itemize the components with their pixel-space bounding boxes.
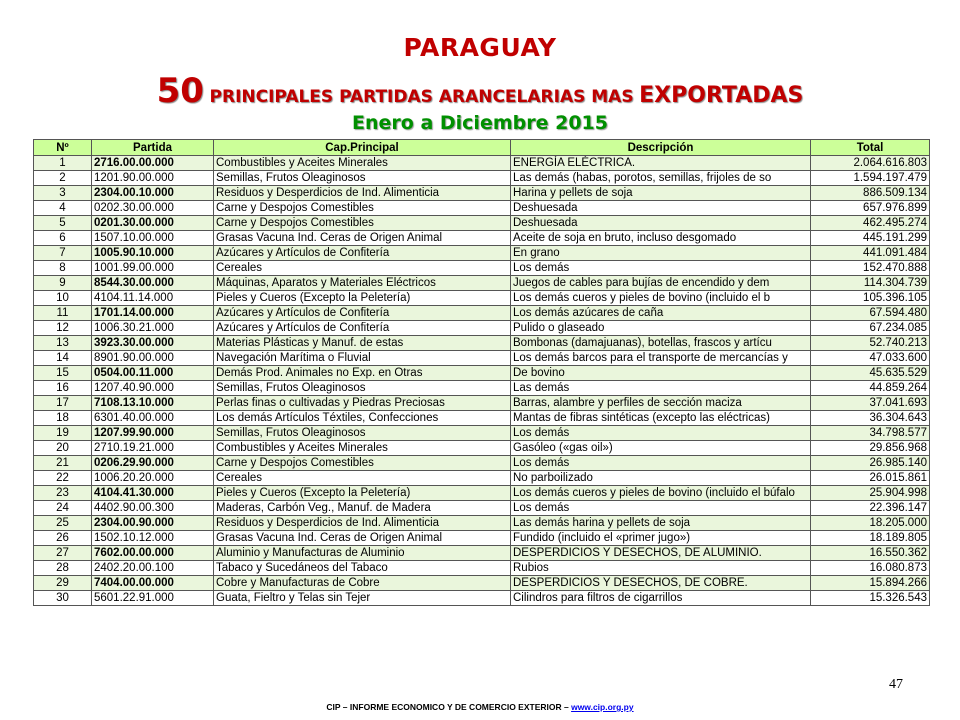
table-row (34, 381, 930, 396)
cell-total: 52.740.213 (811, 336, 930, 351)
cell-partida: 0201.30.00.000 (92, 216, 214, 231)
cell-total: 114.304.739 (811, 276, 930, 291)
cell-descripcion: Fundido (incluido el «primer jugo») (511, 531, 811, 546)
cell-numero: 4 (34, 201, 92, 216)
cell-numero: 28 (34, 561, 92, 576)
table-row (34, 576, 930, 591)
cell-cap-principal: Residuos y Desperdicios de Ind. Alimenticia (214, 186, 511, 201)
column-header-descripcion: Descripción (511, 140, 811, 156)
cell-numero: 16 (34, 381, 92, 396)
cell-numero: 15 (34, 366, 92, 381)
cell-numero: 11 (34, 306, 92, 321)
table-row (34, 261, 930, 276)
cell-cap-principal: Azúcares y Artículos de Confitería (214, 306, 511, 321)
cell-numero: 21 (34, 456, 92, 471)
table-row (34, 246, 930, 261)
cell-total: 16.080.873 (811, 561, 930, 576)
cell-partida: 2304.00.10.000 (92, 186, 214, 201)
cell-total: 105.396.105 (811, 291, 930, 306)
cell-partida: 1502.10.12.000 (92, 531, 214, 546)
table-row (34, 486, 930, 501)
table-row (34, 171, 930, 186)
table-row (34, 471, 930, 486)
cell-total: 67.594.480 (811, 306, 930, 321)
cell-numero: 8 (34, 261, 92, 276)
cell-total: 2.064.616.803 (811, 156, 930, 171)
cell-cap-principal: Los demás Artículos Téxtiles, Confecciones (214, 411, 511, 426)
cell-descripcion: Los demás (511, 426, 811, 441)
cell-cap-principal: Tabaco y Sucedáneos del Tabaco (214, 561, 511, 576)
cell-partida: 0202.30.00.000 (92, 201, 214, 216)
title-text: PRINCIPALES PARTIDAS ARANCELARIAS MAS (209, 87, 634, 107)
table-row (34, 336, 930, 351)
cell-cap-principal: Semillas, Frutos Oleaginosos (214, 426, 511, 441)
cell-descripcion: Las demás (habas, porotos, semillas, frijoles de so (511, 171, 811, 186)
cell-descripcion: Las demás (511, 381, 811, 396)
cell-total: 657.976.899 (811, 201, 930, 216)
cell-partida: 7602.00.00.000 (92, 546, 214, 561)
cell-partida: 8901.90.00.000 (92, 351, 214, 366)
cell-descripcion: Los demás (511, 261, 811, 276)
cell-numero: 29 (34, 576, 92, 591)
table-row (34, 156, 930, 171)
cell-partida: 2304.00.90.000 (92, 516, 214, 531)
table-row (34, 291, 930, 306)
cell-cap-principal: Demás Prod. Animales no Exp. en Otras (214, 366, 511, 381)
cell-partida: 1207.40.90.000 (92, 381, 214, 396)
page-subtitle-period: Enero a Diciembre 2015 (352, 112, 608, 134)
page-title-country: PARAGUAY (403, 33, 557, 62)
cell-cap-principal: Residuos y Desperdicios de Ind. Alimenticia (214, 516, 511, 531)
table-row (34, 441, 930, 456)
cell-descripcion: Los demás (511, 456, 811, 471)
cell-total: 18.189.805 (811, 531, 930, 546)
cell-numero: 5 (34, 216, 92, 231)
cell-numero: 27 (34, 546, 92, 561)
cell-descripcion: Las demás harina y pellets de soja (511, 516, 811, 531)
cell-numero: 3 (34, 186, 92, 201)
cell-cap-principal: Maderas, Carbón Veg., Manuf. de Madera (214, 501, 511, 516)
cell-cap-principal: Semillas, Frutos Oleaginosos (214, 381, 511, 396)
cell-total: 462.495.274 (811, 216, 930, 231)
cell-numero: 25 (34, 516, 92, 531)
cell-partida: 8544.30.00.000 (92, 276, 214, 291)
footer-text: CIP – INFORME ECONOMICO Y DE COMERCIO EXTERIOR – (326, 702, 572, 712)
table-row (34, 216, 930, 231)
cell-numero: 2 (34, 171, 92, 186)
table-row (34, 516, 930, 531)
cell-total: 37.041.693 (811, 396, 930, 411)
cell-numero: 10 (34, 291, 92, 306)
cell-total: 18.205.000 (811, 516, 930, 531)
cell-descripcion: Deshuesada (511, 201, 811, 216)
cell-partida: 1001.99.00.000 (92, 261, 214, 276)
cell-numero: 23 (34, 486, 92, 501)
cell-total: 67.234.085 (811, 321, 930, 336)
cell-partida: 7108.13.10.000 (92, 396, 214, 411)
cell-cap-principal: Materias Plásticas y Manuf. de estas (214, 336, 511, 351)
cell-descripcion: Los demás cueros y pieles de bovino (incluido el b (511, 291, 811, 306)
cell-descripcion: Juegos de cables para bujías de encendido y dem (511, 276, 811, 291)
cell-cap-principal: Guata, Fieltro y Telas sin Tejer (214, 591, 511, 606)
cell-numero: 18 (34, 411, 92, 426)
cell-descripcion: ENERGÍA ELÉCTRICA. (511, 156, 811, 171)
cell-total: 25.904.998 (811, 486, 930, 501)
cell-numero: 30 (34, 591, 92, 606)
cell-cap-principal: Carne y Despojos Comestibles (214, 201, 511, 216)
cell-descripcion: Barras, alambre y perfiles de sección maciza (511, 396, 811, 411)
cell-descripcion: Aceite de soja en bruto, incluso desgomado (511, 231, 811, 246)
cell-partida: 7404.00.00.000 (92, 576, 214, 591)
cell-total: 886.509.134 (811, 186, 930, 201)
cell-descripcion: Mantas de fibras sintéticas (excepto las eléctricas) (511, 411, 811, 426)
cell-descripcion: Cilindros para filtros de cigarrillos (511, 591, 811, 606)
table-row (34, 201, 930, 216)
table-row (34, 321, 930, 336)
table-body (34, 156, 930, 606)
cell-partida: 2710.19.21.000 (92, 441, 214, 456)
cell-descripcion: DESPERDICIOS Y DESECHOS, DE COBRE. (511, 576, 811, 591)
cell-cap-principal: Combustibles y Aceites Minerales (214, 156, 511, 171)
cell-cap-principal: Combustibles y Aceites Minerales (214, 441, 511, 456)
table-row (34, 351, 930, 366)
cell-total: 26.985.140 (811, 456, 930, 471)
cell-cap-principal: Carne y Despojos Comestibles (214, 456, 511, 471)
cell-partida: 4104.11.14.000 (92, 291, 214, 306)
footer (0, 702, 960, 712)
table-row (34, 366, 930, 381)
cell-cap-principal: Pieles y Cueros (Excepto la Peletería) (214, 291, 511, 306)
cell-partida: 1507.10.00.000 (92, 231, 214, 246)
exports-table (33, 139, 930, 606)
cell-partida: 2402.20.00.100 (92, 561, 214, 576)
cell-descripcion: Los demás (511, 501, 811, 516)
cell-partida: 1006.30.21.000 (92, 321, 214, 336)
cell-descripcion: Bombonas (damajuanas), botellas, frascos y artícu (511, 336, 811, 351)
cell-descripcion: Los demás azúcares de caña (511, 306, 811, 321)
cell-cap-principal: Azúcares y Artículos de Confitería (214, 246, 511, 261)
cell-descripcion: Rubios (511, 561, 811, 576)
cell-numero: 6 (34, 231, 92, 246)
table-row (34, 276, 930, 291)
cell-numero: 19 (34, 426, 92, 441)
cell-cap-principal: Perlas finas o cultivadas y Piedras Preciosas (214, 396, 511, 411)
cell-partida: 1005.90.10.000 (92, 246, 214, 261)
cell-numero: 14 (34, 351, 92, 366)
cell-cap-principal: Aluminio y Manufacturas de Aluminio (214, 546, 511, 561)
cell-total: 36.304.643 (811, 411, 930, 426)
cell-descripcion: Los demás cueros y pieles de bovino (incluido el búfalo (511, 486, 811, 501)
cell-cap-principal: Cereales (214, 261, 511, 276)
table-header-row (34, 140, 930, 156)
cell-total: 1.594.197.479 (811, 171, 930, 186)
cell-cap-principal: Carne y Despojos Comestibles (214, 216, 511, 231)
cell-partida: 1207.99.90.000 (92, 426, 214, 441)
cell-partida: 4104.41.30.000 (92, 486, 214, 501)
table-row (34, 426, 930, 441)
title-number: 50 (156, 71, 204, 111)
cell-numero: 7 (34, 246, 92, 261)
cell-total: 441.091.484 (811, 246, 930, 261)
cell-cap-principal: Cobre y Manufacturas de Cobre (214, 576, 511, 591)
table-row (34, 546, 930, 561)
page-title-main (0, 71, 960, 111)
cell-numero: 12 (34, 321, 92, 336)
column-header-total: Total (811, 140, 930, 156)
table-row (34, 306, 930, 321)
column-header-partida: Partida (92, 140, 214, 156)
cell-total: 44.859.264 (811, 381, 930, 396)
cell-cap-principal: Navegación Marítima o Fluvial (214, 351, 511, 366)
column-header-numero: Nº (34, 140, 92, 156)
cell-cap-principal: Semillas, Frutos Oleaginosos (214, 171, 511, 186)
cell-partida: 2716.00.00.000 (92, 156, 214, 171)
title-end: EXPORTADAS (639, 83, 804, 108)
table-row (34, 501, 930, 516)
cell-total: 45.635.529 (811, 366, 930, 381)
cell-total: 26.015.861 (811, 471, 930, 486)
cell-total: 29.856.968 (811, 441, 930, 456)
cell-numero: 13 (34, 336, 92, 351)
cell-cap-principal: Pieles y Cueros (Excepto la Peletería) (214, 486, 511, 501)
cell-partida: 4402.90.00.300 (92, 501, 214, 516)
cell-numero: 1 (34, 156, 92, 171)
cell-cap-principal: Cereales (214, 471, 511, 486)
cell-numero: 20 (34, 441, 92, 456)
cell-partida: 0206.29.90.000 (92, 456, 214, 471)
cell-descripcion: Pulido o glaseado (511, 321, 811, 336)
cell-cap-principal: Grasas Vacuna Ind. Ceras de Origen Animal (214, 231, 511, 246)
cell-descripcion: DESPERDICIOS Y DESECHOS, DE ALUMINIO. (511, 546, 811, 561)
cell-descripcion: De bovino (511, 366, 811, 381)
page-number: 47 (889, 677, 903, 692)
cell-partida: 6301.40.00.000 (92, 411, 214, 426)
cell-numero: 24 (34, 501, 92, 516)
cell-partida: 3923.30.00.000 (92, 336, 214, 351)
cell-descripcion: Los demás barcos para el transporte de mercancías y (511, 351, 811, 366)
table-row (34, 231, 930, 246)
cell-descripcion: No parboilizado (511, 471, 811, 486)
cell-partida: 1006.20.20.000 (92, 471, 214, 486)
table-row (34, 591, 930, 606)
footer-link[interactable]: www.cip.org.py (571, 702, 634, 712)
cell-total: 15.326.543 (811, 591, 930, 606)
table-row (34, 531, 930, 546)
cell-partida: 5601.22.91.000 (92, 591, 214, 606)
table-row (34, 396, 930, 411)
cell-descripcion: En grano (511, 246, 811, 261)
cell-descripcion: Harina y pellets de soja (511, 186, 811, 201)
cell-total: 22.396.147 (811, 501, 930, 516)
column-header-cap-principal: Cap.Principal (214, 140, 511, 156)
cell-partida: 0504.00.11.000 (92, 366, 214, 381)
cell-partida: 1701.14.00.000 (92, 306, 214, 321)
cell-total: 16.550.362 (811, 546, 930, 561)
table-row (34, 456, 930, 471)
table-row (34, 561, 930, 576)
cell-numero: 9 (34, 276, 92, 291)
cell-total: 34.798.577 (811, 426, 930, 441)
cell-numero: 17 (34, 396, 92, 411)
cell-cap-principal: Máquinas, Aparatos y Materiales Eléctricos (214, 276, 511, 291)
cell-numero: 22 (34, 471, 92, 486)
cell-total: 152.470.888 (811, 261, 930, 276)
cell-cap-principal: Grasas Vacuna Ind. Ceras de Origen Animal (214, 531, 511, 546)
cell-numero: 26 (34, 531, 92, 546)
cell-descripcion: Deshuesada (511, 216, 811, 231)
cell-descripcion: Gasóleo («gas oil») (511, 441, 811, 456)
cell-total: 445.191.299 (811, 231, 930, 246)
table-row (34, 186, 930, 201)
table-row (34, 411, 930, 426)
cell-cap-principal: Azúcares y Artículos de Confitería (214, 321, 511, 336)
cell-total: 15.894.266 (811, 576, 930, 591)
cell-partida: 1201.90.00.000 (92, 171, 214, 186)
cell-total: 47.033.600 (811, 351, 930, 366)
